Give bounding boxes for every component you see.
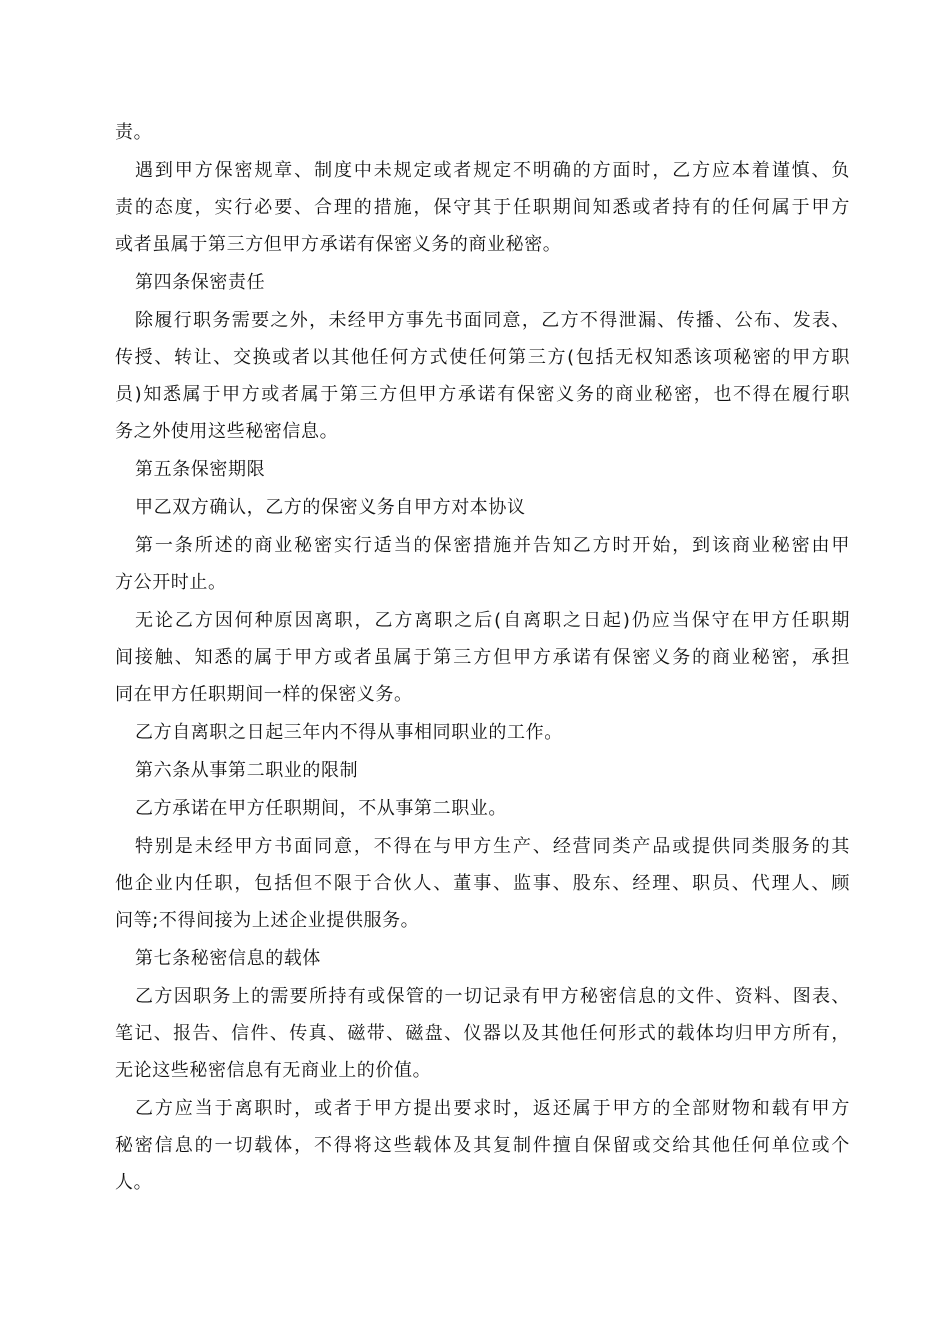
text-line: 同在甲方任职期间一样的保密义务。 (115, 684, 413, 705)
section-heading: 第五条保密期限 (135, 459, 266, 480)
text-line: 问等;不得间接为上述企业提供服务。 (115, 910, 420, 931)
text-line: 责。 (115, 122, 153, 143)
text-line: 笔记、报告、信件、传真、磁带、磁盘、仪器以及其他任何形式的载体均归甲方所有， (115, 1023, 850, 1044)
document-body (115, 121, 850, 1195)
text-line: 他企业内任职，包括但不限于合伙人、董事、监事、股东、经理、职员、代理人、顾 (115, 873, 850, 894)
text-line: 方公开时止。 (115, 572, 227, 593)
text-line: 除履行职务需要之外，未经甲方事先书面同意，乙方不得泄漏、传播、公布、发表、 (135, 310, 850, 331)
text-line: 秘密信息的一切载体，不得将这些载体及其复制件擅自保留或交给其他任何单位或个 (115, 1135, 850, 1156)
text-line: 或者虽属于第三方但甲方承诺有保密义务的商业秘密。 (115, 234, 562, 255)
section-heading: 第七条秘密信息的载体 (135, 948, 321, 969)
section-heading: 第六条从事第二职业的限制 (135, 760, 359, 781)
text-line: 人。 (115, 1172, 153, 1193)
text-line: 务之外使用这些秘密信息。 (115, 421, 339, 442)
text-line: 遇到甲方保密规章、制度中未规定或者规定不明确的方面时，乙方应本着谨慎、负 (135, 160, 850, 181)
text-line: 乙方承诺在甲方任职期间，不从事第二职业。 (135, 798, 507, 819)
text-line: 乙方应当于离职时，或者于甲方提出要求时，返还属于甲方的全部财物和载有甲方 (135, 1098, 850, 1119)
text-line: 第一条所述的商业秘密实行适当的保密措施并告知乙方时开始，到该商业秘密由甲 (135, 535, 850, 556)
text-line: 间接触、知悉的属于甲方或者虽属于第三方但甲方承诺有保密义务的商业秘密，承担 (115, 647, 850, 668)
text-line: 甲乙双方确认，乙方的保密义务自甲方对本协议 (135, 497, 526, 518)
text-line: 乙方因职务上的需要所持有或保管的一切记录有甲方秘密信息的文件、资料、图表、 (135, 986, 850, 1007)
text-line: 特别是未经甲方书面同意，不得在与甲方生产、经营同类产品或提供同类服务的其 (135, 836, 850, 857)
text-line: 传授、转让、交换或者以其他任何方式使任何第三方(包括无权知悉该项秘密的甲方职 (115, 347, 850, 368)
text-line: 乙方自离职之日起三年内不得从事相同职业的工作。 (135, 722, 563, 743)
text-line: 无论这些秘密信息有无商业上的价值。 (115, 1060, 432, 1081)
section-heading: 第四条保密责任 (135, 272, 266, 293)
text-line: 无论乙方因何种原因离职，乙方离职之后(自离职之日起)仍应当保守在甲方任职期 (135, 610, 850, 631)
text-line: 员)知悉属于甲方或者属于第三方但甲方承诺有保密义务的商业秘密，也不得在履行职 (115, 384, 850, 405)
text-line: 责的态度，实行必要、合理的措施，保守其于任职期间知悉或者持有的任何属于甲方 (115, 197, 850, 218)
